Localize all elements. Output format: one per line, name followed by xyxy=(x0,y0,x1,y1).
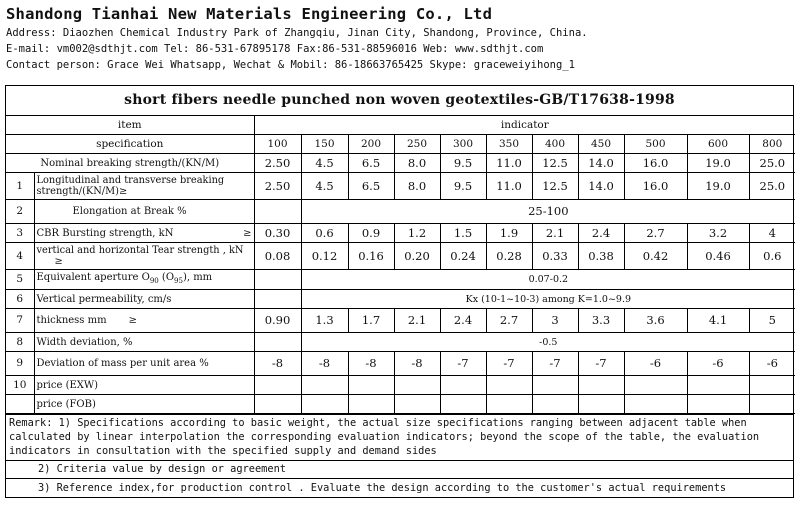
table-cell: 0.33 xyxy=(532,243,578,270)
table-cell: 2.7 xyxy=(486,309,532,333)
table-cell xyxy=(687,395,749,414)
merged-cell: Kx (10-1~10-3) among K=1.0~9.9 xyxy=(301,290,795,309)
spec-value: 150 xyxy=(301,135,348,154)
table-cell xyxy=(578,376,624,395)
table-cell xyxy=(348,376,394,395)
table-row-1 xyxy=(6,173,795,200)
company-contact: E-mail: vm002@sdthjt.com Tel: 86-531-67895178 Fax:86-531-88596016 Web: www.sdthjt.com xyxy=(6,43,544,55)
row-number: 2 xyxy=(6,200,34,224)
table-cell xyxy=(394,395,440,414)
table-cell: 1.9 xyxy=(486,224,532,243)
table-cell: 12.5 xyxy=(532,154,578,173)
row-number: 4 xyxy=(6,243,34,270)
row-label: price (EXW) xyxy=(34,376,254,395)
table-cell: 2.4 xyxy=(440,309,486,333)
table-cell: -8 xyxy=(254,352,301,376)
row-label xyxy=(34,224,254,243)
table-cell: 3 xyxy=(532,309,578,333)
table-cell xyxy=(440,376,486,395)
row-label-text: vertical and horizontal Tear strength , kN xyxy=(36,244,244,256)
table-cell: 0.90 xyxy=(254,309,301,333)
table-cell: 0.9 xyxy=(348,224,394,243)
table-cell: -6 xyxy=(687,352,749,376)
table-cell: 3.6 xyxy=(624,309,687,333)
spec-value: 800 xyxy=(749,135,795,154)
merged-cell: 25-100 xyxy=(301,200,795,224)
document-title: short fibers needle punched non woven geotextiles-GB/T17638-1998 xyxy=(6,86,793,116)
item-header: item xyxy=(6,116,254,135)
table-cell: -6 xyxy=(749,352,795,376)
table-cell xyxy=(254,376,301,395)
spec-table xyxy=(6,116,795,414)
table-cell xyxy=(624,376,687,395)
table-cell: 2.7 xyxy=(624,224,687,243)
row-number: 5 xyxy=(6,270,34,290)
table-cell: 3.3 xyxy=(578,309,624,333)
spec-value: 200 xyxy=(348,135,394,154)
table-row-8 xyxy=(6,333,795,352)
table-cell: 2.50 xyxy=(254,154,301,173)
table-cell: 1.7 xyxy=(348,309,394,333)
table-cell: 16.0 xyxy=(624,154,687,173)
table-row-5 xyxy=(6,270,795,290)
table-cell xyxy=(486,395,532,414)
table-cell: 6.5 xyxy=(348,173,394,200)
table-cell: 12.5 xyxy=(532,173,578,200)
table-cell xyxy=(301,395,348,414)
spec-value: 450 xyxy=(578,135,624,154)
specification-row xyxy=(6,135,795,154)
row-label xyxy=(34,309,254,333)
table-cell: 0.42 xyxy=(624,243,687,270)
table-cell: 4.1 xyxy=(687,309,749,333)
table-cell: -6 xyxy=(624,352,687,376)
table-cell xyxy=(624,395,687,414)
row-label-text: ), mm xyxy=(182,272,213,283)
row-label-sub: 95 xyxy=(174,277,183,285)
table-cell: 0.6 xyxy=(301,224,348,243)
row-label-suffix: ≥ xyxy=(128,315,137,326)
table-cell xyxy=(254,290,301,309)
table-cell: -8 xyxy=(348,352,394,376)
table-cell: 14.0 xyxy=(578,173,624,200)
spec-value: 250 xyxy=(394,135,440,154)
table-row-7 xyxy=(6,309,795,333)
remark-item-2: 2) Criteria value by design or agreement xyxy=(6,461,793,479)
table-cell xyxy=(394,376,440,395)
table-cell xyxy=(301,376,348,395)
table-cell: 16.0 xyxy=(624,173,687,200)
table-cell xyxy=(254,395,301,414)
row-label: Elongation at Break % xyxy=(34,200,254,224)
row-label-suffix: ≥ xyxy=(243,227,252,239)
company-address: Address: Diaozhen Chemical Industry Park of Zhangqiu, Jinan City, Shandong, Province, China. xyxy=(6,27,588,39)
spec-value: 500 xyxy=(624,135,687,154)
table-cell: 8.0 xyxy=(394,173,440,200)
table-cell: 1.5 xyxy=(440,224,486,243)
table-cell: -8 xyxy=(394,352,440,376)
row-number: 10 xyxy=(6,376,34,395)
row-number: 1 xyxy=(6,173,34,200)
table-cell: -7 xyxy=(578,352,624,376)
spec-value: 600 xyxy=(687,135,749,154)
spec-value: 350 xyxy=(486,135,532,154)
table-cell: -7 xyxy=(440,352,486,376)
table-cell: 1.3 xyxy=(301,309,348,333)
table-row-6 xyxy=(6,290,795,309)
table-cell xyxy=(254,333,301,352)
remarks xyxy=(6,414,793,497)
table-cell: 25.0 xyxy=(749,154,795,173)
table-cell: 0.12 xyxy=(301,243,348,270)
remark-main: Remark: 1) Specifications according to basic weight, the actual size specifications ranging between adjacent table when calculated by linear interpolation the corresponding evaluation indicators; beyond the scope of the table, the evaluation indicators in consultation with the specified supply and demand sides xyxy=(6,415,793,461)
spec-sheet xyxy=(5,85,794,498)
table-cell xyxy=(348,395,394,414)
row-number xyxy=(6,395,34,414)
table-cell xyxy=(749,395,795,414)
table-cell: 4.5 xyxy=(301,173,348,200)
row-label-text: thickness mm xyxy=(36,315,107,326)
table-cell: 0.38 xyxy=(578,243,624,270)
table-cell: 2.1 xyxy=(394,309,440,333)
table-cell: 0.24 xyxy=(440,243,486,270)
row-label: price (FOB) xyxy=(34,395,254,414)
table-cell: 0.46 xyxy=(687,243,749,270)
row-label-text: CBR Bursting strength, kN xyxy=(36,227,174,239)
merged-cell: -0.5 xyxy=(301,333,795,352)
table-cell: 9.5 xyxy=(440,154,486,173)
specification-label: specification xyxy=(6,135,254,154)
row-label-text: Equivalent aperture O xyxy=(36,272,150,283)
table-cell: 2.1 xyxy=(532,224,578,243)
table-row-9 xyxy=(6,352,795,376)
table-cell: 4.5 xyxy=(301,154,348,173)
row-number: 3 xyxy=(6,224,34,243)
table-cell xyxy=(532,395,578,414)
table-cell xyxy=(687,376,749,395)
table-cell: 0.28 xyxy=(486,243,532,270)
spec-value: 300 xyxy=(440,135,486,154)
row-label xyxy=(34,270,254,290)
remark-item-3: 3) Reference index,for production control . Evaluate the design according to the customer's actual requirements xyxy=(38,482,727,494)
table-cell: -7 xyxy=(486,352,532,376)
spec-value: 100 xyxy=(254,135,301,154)
table-cell: -8 xyxy=(301,352,348,376)
table-cell: 0.30 xyxy=(254,224,301,243)
row-label: Width deviation, % xyxy=(34,333,254,352)
table-cell: 3.2 xyxy=(687,224,749,243)
table-cell: 1.2 xyxy=(394,224,440,243)
row-label: Vertical permeability, cm/s xyxy=(34,290,254,309)
table-row-3 xyxy=(6,224,795,243)
table-cell: 0.20 xyxy=(394,243,440,270)
table-cell: 2.50 xyxy=(254,173,301,200)
table-cell: 0.16 xyxy=(348,243,394,270)
table-cell xyxy=(749,376,795,395)
row-number: 6 xyxy=(6,290,34,309)
indicator-header: indicator xyxy=(254,116,795,135)
table-cell: 11.0 xyxy=(486,154,532,173)
table-cell xyxy=(254,270,301,290)
table-cell xyxy=(532,376,578,395)
table-cell: 5 xyxy=(749,309,795,333)
company-header xyxy=(6,3,796,73)
table-cell: 0.6 xyxy=(749,243,795,270)
table-cell xyxy=(578,395,624,414)
row-number: 7 xyxy=(6,309,34,333)
table-cell: 11.0 xyxy=(486,173,532,200)
table-row-2 xyxy=(6,200,795,224)
table-cell: 4 xyxy=(749,224,795,243)
table-row-4 xyxy=(6,243,795,270)
table-cell xyxy=(440,395,486,414)
row-label xyxy=(34,243,254,270)
table-row-11 xyxy=(6,395,795,414)
table-cell: 0.08 xyxy=(254,243,301,270)
row-label: Deviation of mass per unit area % xyxy=(34,352,254,376)
spec-value: 400 xyxy=(532,135,578,154)
table-cell xyxy=(486,376,532,395)
merged-cell: 0.07-0.2 xyxy=(301,270,795,290)
table-cell: 14.0 xyxy=(578,154,624,173)
table-cell: 6.5 xyxy=(348,154,394,173)
contact-person: Contact person: Grace Wei Whatsapp, Wechat & Mobil: 86-18663765425 Skype: graceweiyihong_1 xyxy=(6,59,575,71)
table-cell: 25.0 xyxy=(749,173,795,200)
table-cell: 9.5 xyxy=(440,173,486,200)
table-cell: -7 xyxy=(532,352,578,376)
row-label-text: (O xyxy=(158,272,175,283)
table-cell xyxy=(254,200,301,224)
table-cell: 19.0 xyxy=(687,154,749,173)
nominal-strength-label: Nominal breaking strength/(KN/M) xyxy=(6,154,254,173)
nominal-strength-row xyxy=(6,154,795,173)
row-label-suffix: ≥ xyxy=(54,256,63,267)
table-cell: 2.4 xyxy=(578,224,624,243)
row-label: Longitudinal and transverse breaking strength/(KN/M)≥ xyxy=(34,173,254,200)
table-cell: 8.0 xyxy=(394,154,440,173)
table-header-row xyxy=(6,116,795,135)
company-name: Shandong Tianhai New Materials Engineering Co., Ltd xyxy=(6,5,493,23)
table-row-10 xyxy=(6,376,795,395)
row-number: 9 xyxy=(6,352,34,376)
row-number: 8 xyxy=(6,333,34,352)
row-label-sub: 90 xyxy=(149,277,159,285)
table-cell: 19.0 xyxy=(687,173,749,200)
